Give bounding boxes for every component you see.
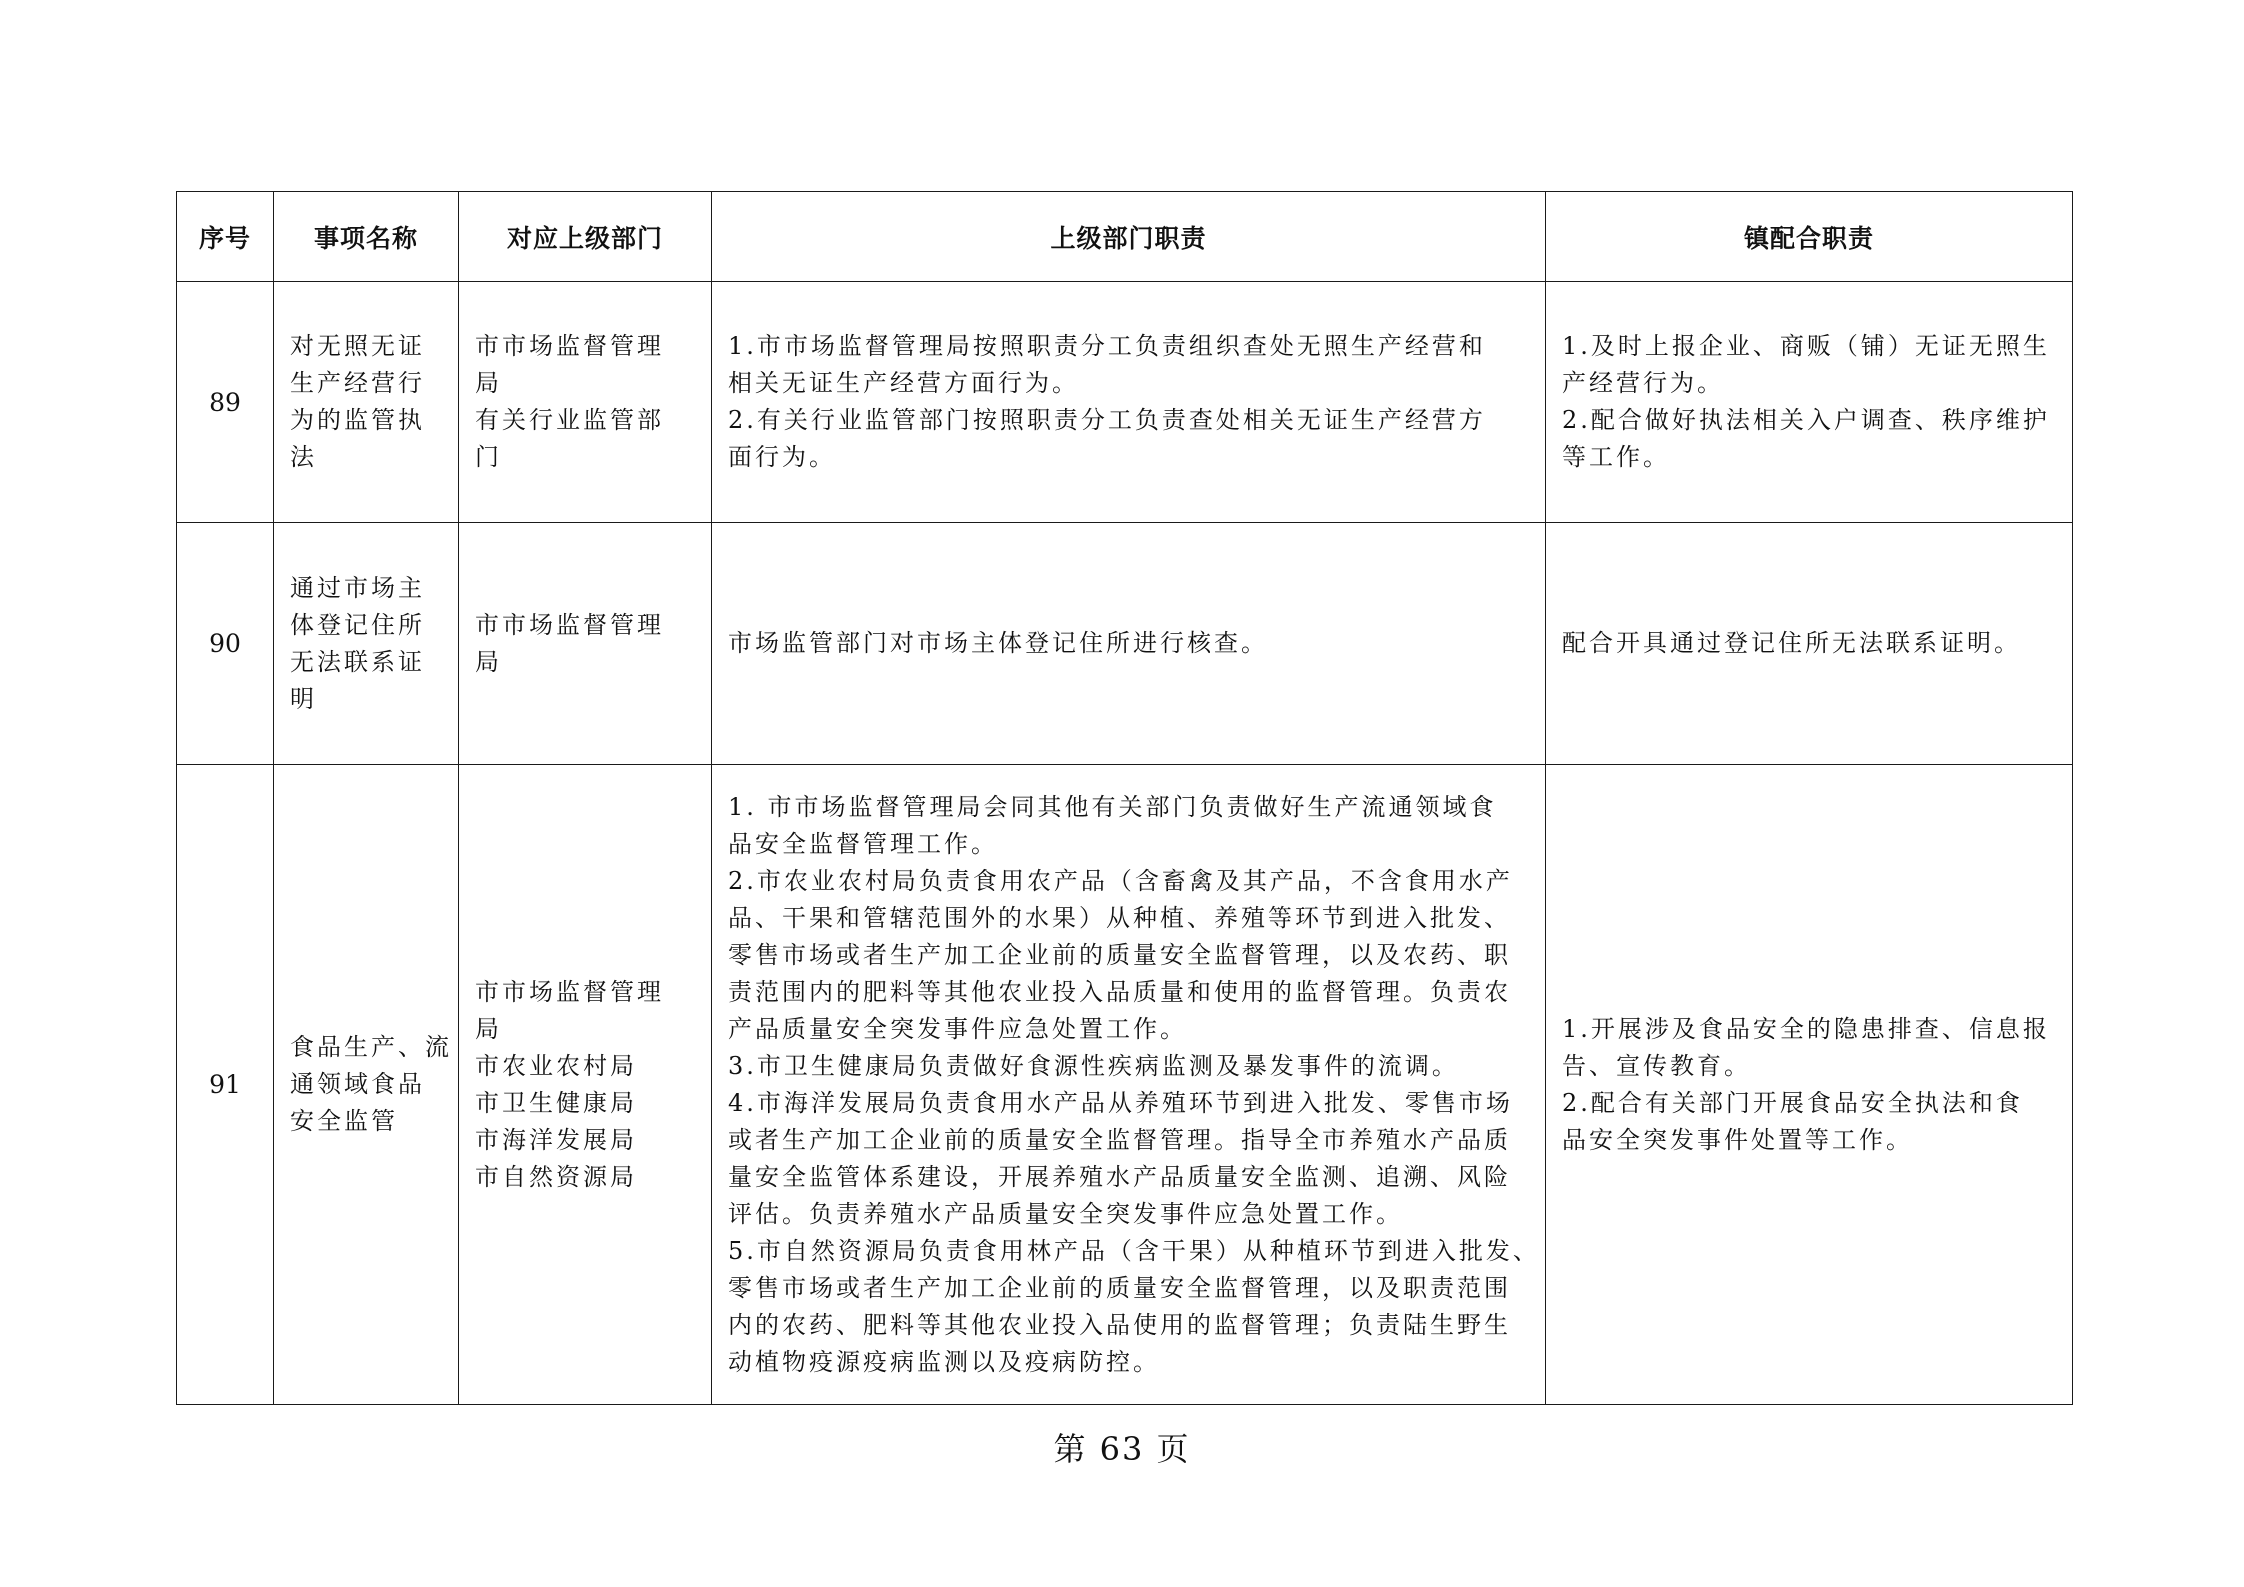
cell-line: 市农业农村局 [475, 1051, 637, 1080]
cell-line: 1.开展涉及食品安全的隐患排查、信息报 [1562, 1014, 2050, 1043]
cell-line: 4.市海洋发展局负责食用水产品从养殖环节到进入批发、零售市场 [728, 1088, 1513, 1117]
cell-line: 市海洋发展局 [475, 1125, 637, 1154]
cell-line: 零售市场或者生产加工企业前的质量安全监督管理，以及职责范围 [728, 1273, 1511, 1302]
table-row [177, 523, 2073, 765]
cell-line: 量安全监管体系建设，开展养殖水产品质量安全监测、追溯、风险 [728, 1162, 1511, 1191]
row-town-cooperation [1546, 282, 2073, 523]
duty-table [176, 191, 2073, 1405]
cell-line: 告、宣传教育。 [1562, 1051, 1751, 1080]
row-superior-dept [459, 765, 712, 1405]
cell-line: 1.及时上报企业、商贩（铺）无证无照生 [1562, 332, 2050, 360]
header-item-name: 事项名称 [274, 192, 459, 282]
cell-line: 局 [475, 369, 502, 397]
table-row [177, 282, 2073, 523]
header-superior-dept: 对应上级部门 [459, 192, 712, 282]
cell-line: 市卫生健康局 [475, 1088, 637, 1117]
row-superior-duty [712, 523, 1546, 765]
row-superior-duty [712, 282, 1546, 523]
cell-line: 品、干果和管辖范围外的水果）从种植、养殖等环节到进入批发、 [728, 903, 1511, 932]
cell-line: 市场监管部门对市场主体登记住所进行核查。 [728, 629, 1268, 657]
cell-line: 门 [475, 443, 502, 471]
cell-line: 2.市农业农村局负责食用农产品（含畜禽及其产品，不含食用水产 [728, 866, 1513, 895]
cell-line: 食品生产、流 [290, 1033, 452, 1061]
cell-line: 2.有关行业监管部门按照职责分工负责查处相关无证生产经营方 [728, 406, 1486, 434]
cell-line: 产经营行为。 [1562, 369, 1724, 397]
cell-line: 市市场监督管理 [475, 332, 664, 360]
cell-line: 或者生产加工企业前的质量安全监督管理。指导全市养殖水产品质 [728, 1125, 1511, 1154]
cell-line: 零售市场或者生产加工企业前的质量安全监督管理，以及农药、职 [728, 940, 1511, 969]
cell-line: 局 [475, 1014, 502, 1043]
row-item-name [274, 523, 459, 765]
row-serial: 91 [177, 765, 274, 1405]
cell-line: 2.配合有关部门开展食品安全执法和食 [1562, 1088, 2023, 1117]
cell-line: 面行为。 [728, 443, 836, 471]
row-serial: 90 [177, 523, 274, 765]
table-header-row [177, 192, 2073, 282]
cell-line: 5.市自然资源局负责食用林产品（含干果）从种植环节到进入批发、 [728, 1236, 1540, 1265]
table-row [177, 765, 2073, 1405]
cell-line: 法 [290, 443, 317, 471]
cell-line: 通过市场主 [290, 573, 425, 602]
cell-line: 配合开具通过登记住所无法联系证明。 [1562, 629, 2021, 657]
cell-line: 为的监管执 [290, 406, 425, 434]
cell-line: 动植物疫源疫病监测以及疫病防控。 [728, 1347, 1160, 1376]
cell-line: 体登记住所 [290, 610, 425, 639]
cell-line: 无法联系证 [290, 647, 425, 676]
cell-line: 2.配合做好执法相关入户调查、秩序维护 [1562, 406, 2050, 434]
header-superior-duty: 上级部门职责 [712, 192, 1546, 282]
row-item-name [274, 765, 459, 1405]
page-number: 第 63 页 [1053, 1430, 1191, 1468]
row-serial: 89 [177, 282, 274, 523]
cell-line: 内的农药、肥料等其他农业投入品使用的监督管理；负责陆生野生 [728, 1310, 1511, 1339]
cell-line: 明 [290, 684, 317, 713]
cell-line: 等工作。 [1562, 443, 1670, 471]
cell-line: 品安全监督管理工作。 [728, 829, 998, 858]
row-town-cooperation [1546, 765, 2073, 1405]
cell-line: 产品质量安全突发事件应急处置工作。 [728, 1014, 1187, 1043]
cell-line: 1. 市市场监督管理局会同其他有关部门负责做好生产流通领域食 [728, 792, 1497, 821]
cell-line: 有关行业监管部 [475, 406, 664, 434]
cell-line: 1.市市场监督管理局按照职责分工负责组织查处无照生产经营和 [728, 332, 1486, 360]
cell-line: 评估。负责养殖水产品质量安全突发事件应急处置工作。 [728, 1199, 1403, 1228]
row-item-name [274, 282, 459, 523]
row-superior-dept [459, 282, 712, 523]
cell-line: 品安全突发事件处置等工作。 [1562, 1125, 1913, 1154]
cell-line: 市市场监督管理 [475, 977, 664, 1006]
row-superior-dept [459, 523, 712, 765]
cell-line: 生产经营行 [290, 369, 425, 397]
cell-line: 局 [475, 647, 502, 676]
header-town-cooperation: 镇配合职责 [1546, 192, 2073, 282]
cell-line: 市市场监督管理 [475, 610, 664, 639]
header-serial: 序号 [177, 192, 274, 282]
cell-line: 3.市卫生健康局负责做好食源性疾病监测及暴发事件的流调。 [728, 1051, 1459, 1080]
cell-line: 通领域食品 [290, 1070, 425, 1098]
row-town-cooperation [1546, 523, 2073, 765]
cell-line: 对无照无证 [290, 332, 425, 360]
cell-line: 市自然资源局 [475, 1162, 637, 1191]
cell-line: 相关无证生产经营方面行为。 [728, 369, 1079, 397]
row-superior-duty [712, 765, 1546, 1405]
cell-line: 安全监管 [290, 1107, 398, 1135]
cell-line: 责范围内的肥料等其他农业投入品质量和使用的监督管理。负责农 [728, 977, 1511, 1006]
